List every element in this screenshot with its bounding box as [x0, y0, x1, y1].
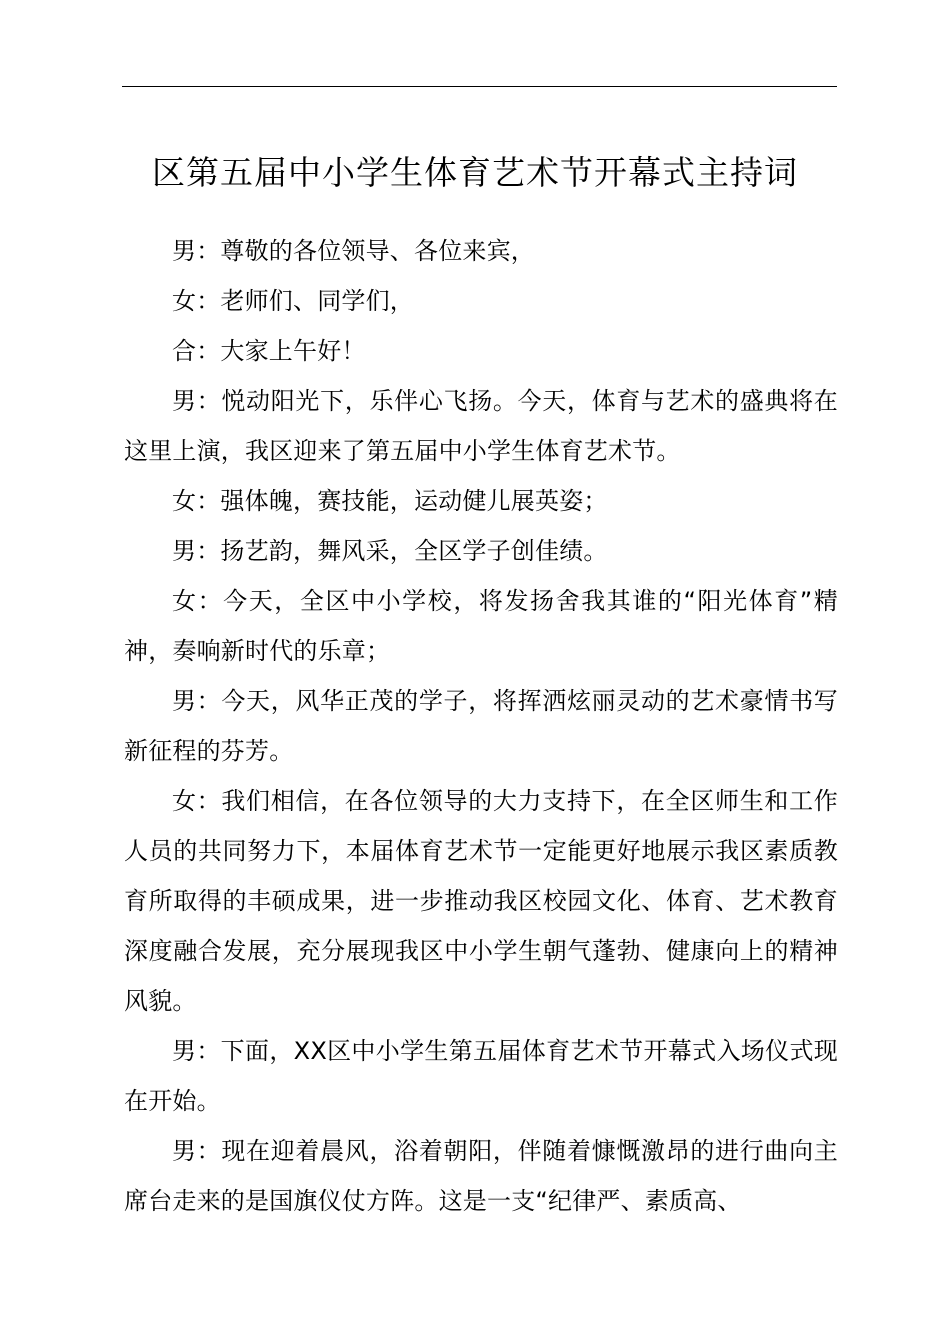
paragraph-8: 男：今天，风华正茂的学子，将挥洒炫丽灵动的艺术豪情书写新征程的芬芳。 — [124, 687, 838, 765]
paragraph-1: 男：尊敬的各位领导、各位来宾， — [172, 237, 535, 265]
paragraph-9: 女：我们相信，在各位领导的大力支持下，在全区师生和工作人员的共同努力下，本届体育艺术节一定能更好地展示我区素质教育所取得的丰硕成果，进一步推动我区校园文化、体育、艺术教育深度融合发展，充分展现我区中小学生朝气蓬勃、健康向上的精神风貌。 — [124, 787, 838, 1015]
paragraph-2: 女：老师们、同学们， — [172, 287, 414, 315]
paragraph-3: 合：大家上午好！ — [172, 337, 366, 365]
header-rule — [122, 86, 837, 87]
paragraph-7: 女：今天，全区中小学校，将发扬舍我其谁的“阳光体育”精神，奏响新时代的乐章； — [124, 587, 838, 665]
document-body — [124, 226, 838, 1226]
paragraph-4: 男：悦动阳光下，乐伴心飞扬。今天，体育与艺术的盛典将在这里上演，我区迎来了第五届中小学生体育艺术节。 — [124, 387, 838, 465]
paragraph-6: 男：扬艺韵，舞风采，全区学子创佳绩。 — [172, 537, 608, 565]
paragraph-10: 男：下面，XX区中小学生第五届体育艺术节开幕式入场仪式现在开始。 — [124, 1037, 838, 1115]
document-title: 区第五届中小学生体育艺术节开幕式主持词 — [152, 153, 798, 192]
paragraph-11: 男：现在迎着晨风，浴着朝阳，伴随着慷慨激昂的进行曲向主席台走来的是国旗仪仗方阵。这是一支“纪律严、素质高、 — [124, 1137, 838, 1215]
paragraph-5: 女：强体魄，赛技能，运动健儿展英姿； — [172, 487, 608, 515]
